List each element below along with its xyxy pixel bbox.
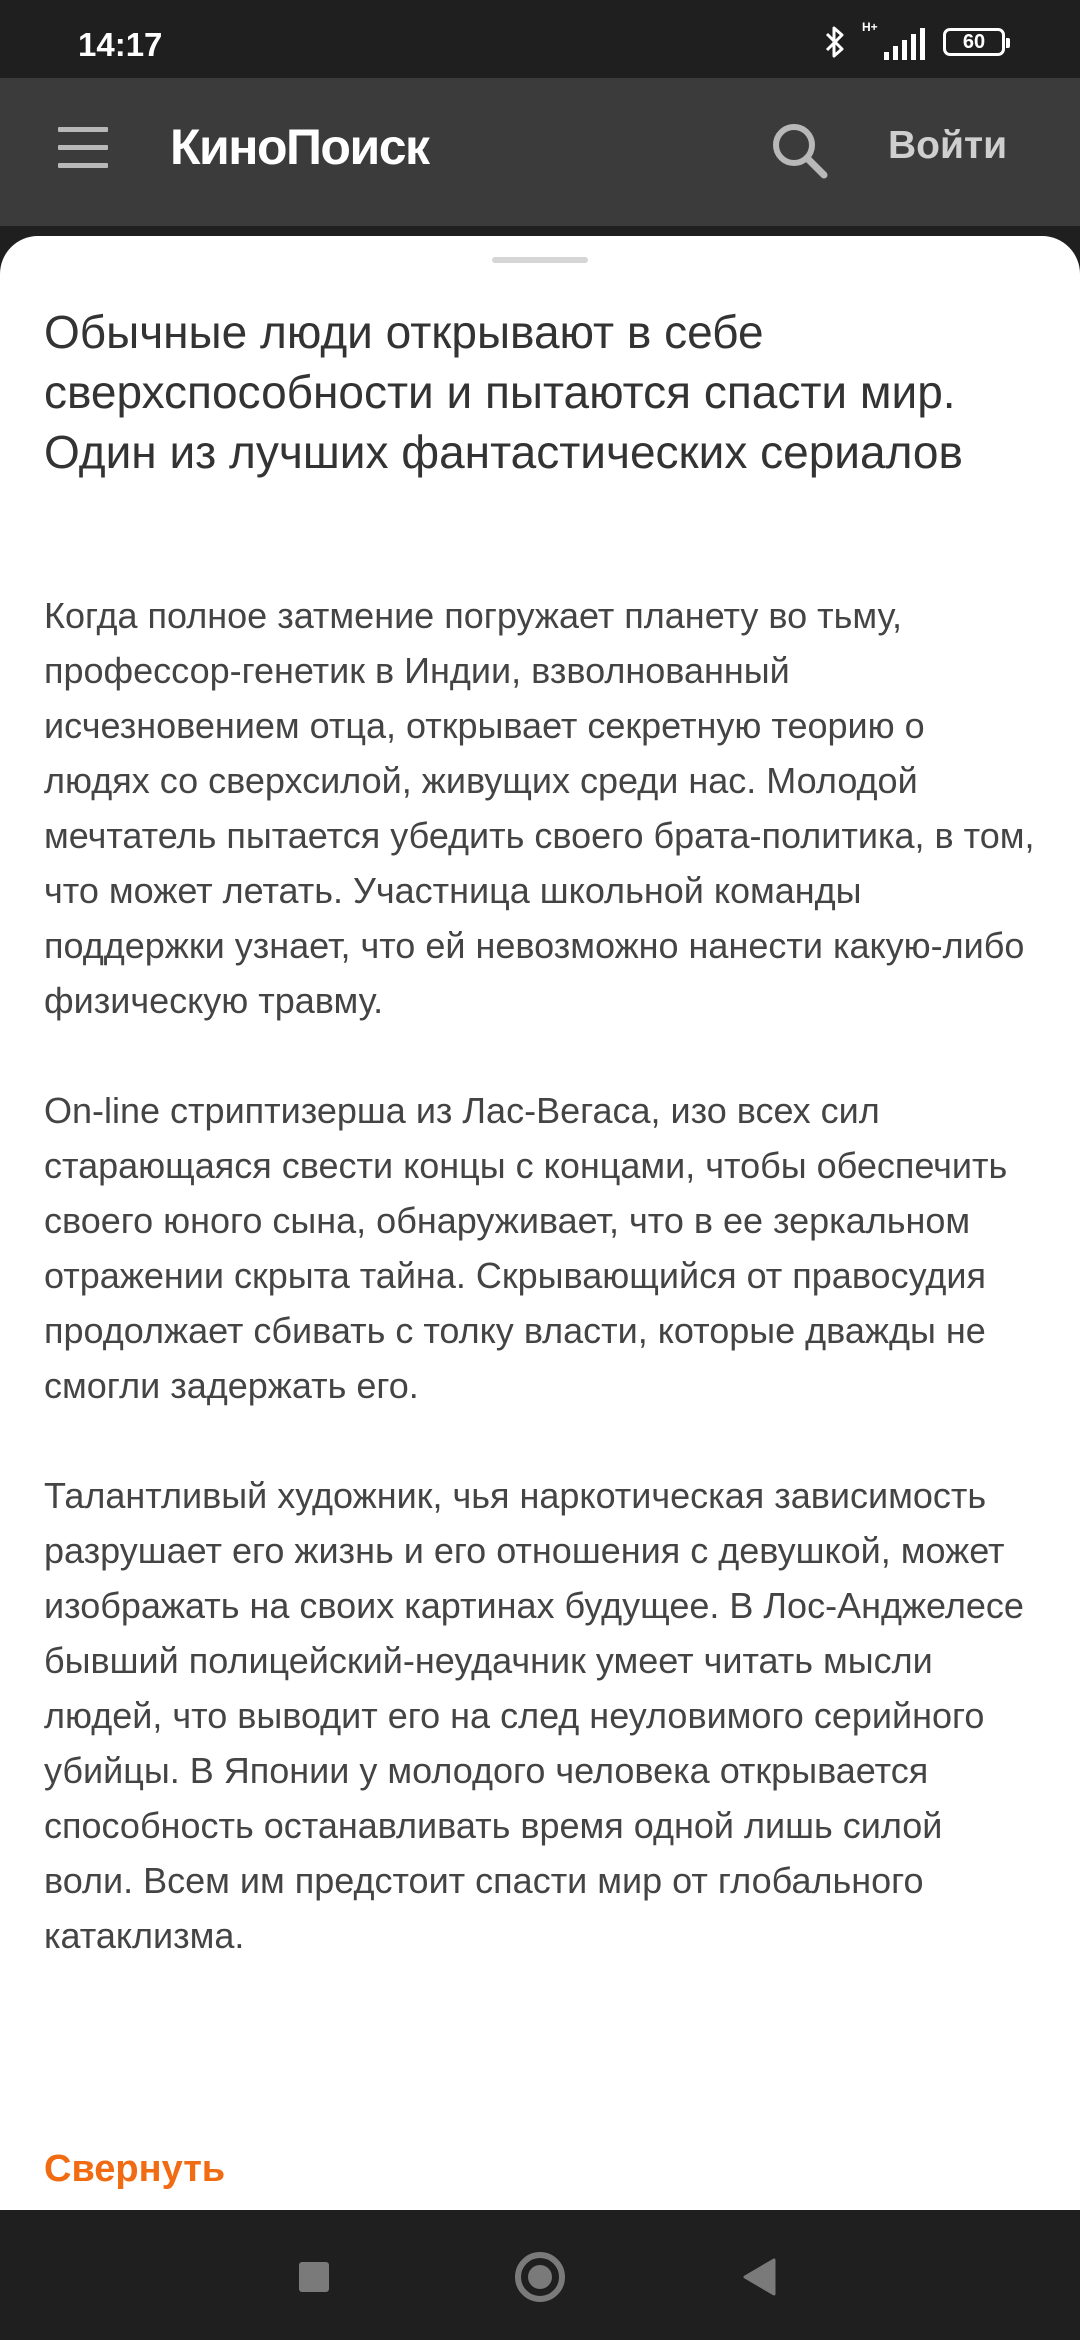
search-icon[interactable] <box>770 121 828 179</box>
status-bar <box>0 0 1080 78</box>
bluetooth-icon <box>824 25 846 59</box>
recent-apps-icon[interactable] <box>299 2262 329 2292</box>
sheet-description <box>44 588 1039 1963</box>
logo[interactable]: КиноПоиск <box>170 119 429 175</box>
app-header <box>0 78 1080 226</box>
sheet-title: Обычные люди открывают в себе сверхспособности и пытаются спасти мир. Один из лучших фантастических сериалов <box>44 306 963 478</box>
drag-handle[interactable] <box>492 257 588 263</box>
network-type-label: H+ <box>862 20 878 34</box>
description-sheet <box>0 236 1080 2210</box>
menu-icon[interactable] <box>58 127 108 169</box>
battery-level: 60 <box>962 30 986 53</box>
description-paragraph: On-line стриптизерша из Лас-Вегаса, изо всех сил старающаяся свести концы с концами, чтобы обеспечить своего юного сына, обнаруживает, что в ее зеркальном отражении скрыта тайна. Скрывающийся от правосудия продолжает сбивать с толку власти, которые дважды не смогли задержать его. <box>44 1090 1008 1406</box>
navigation-bar <box>0 2210 1080 2340</box>
battery-icon <box>943 28 1005 56</box>
description-paragraph: Талантливый художник, чья наркотическая зависимость разрушает его жизнь и его отношения с девушкой, может изображать на своих картинах будущее. В Лос-Анджелесе бывший полицейский-неудачник умеет читать мысли людей, что выводит его на след неуловимого серийного убийцы. В Японии у молодого человека открывается способность останавливать время одной лишь силой воли. Всем им предстоит спасти мир от глобального катаклизма. <box>44 1475 1024 1956</box>
status-time: 14:17 <box>78 26 163 63</box>
collapse-button[interactable]: Свернуть <box>44 2148 226 2190</box>
home-icon[interactable] <box>515 2252 565 2302</box>
description-paragraph: Когда полное затмение погружает планету во тьму, профессор-генетик в Индии, взволнованный исчезновением отца, открывает секретную теорию о людях со сверхсилой, живущих среди нас. Молодой мечтатель пытается убедить своего брата-политика, в том, что может летать. Участница школьной команды поддержки узнает, что ей невозможно нанести какую-либо физическую травму. <box>44 595 1035 1021</box>
login-button[interactable]: Войти <box>888 124 1008 167</box>
status-icons <box>824 22 1005 62</box>
signal-icon <box>862 20 925 60</box>
back-icon[interactable] <box>742 2258 776 2301</box>
